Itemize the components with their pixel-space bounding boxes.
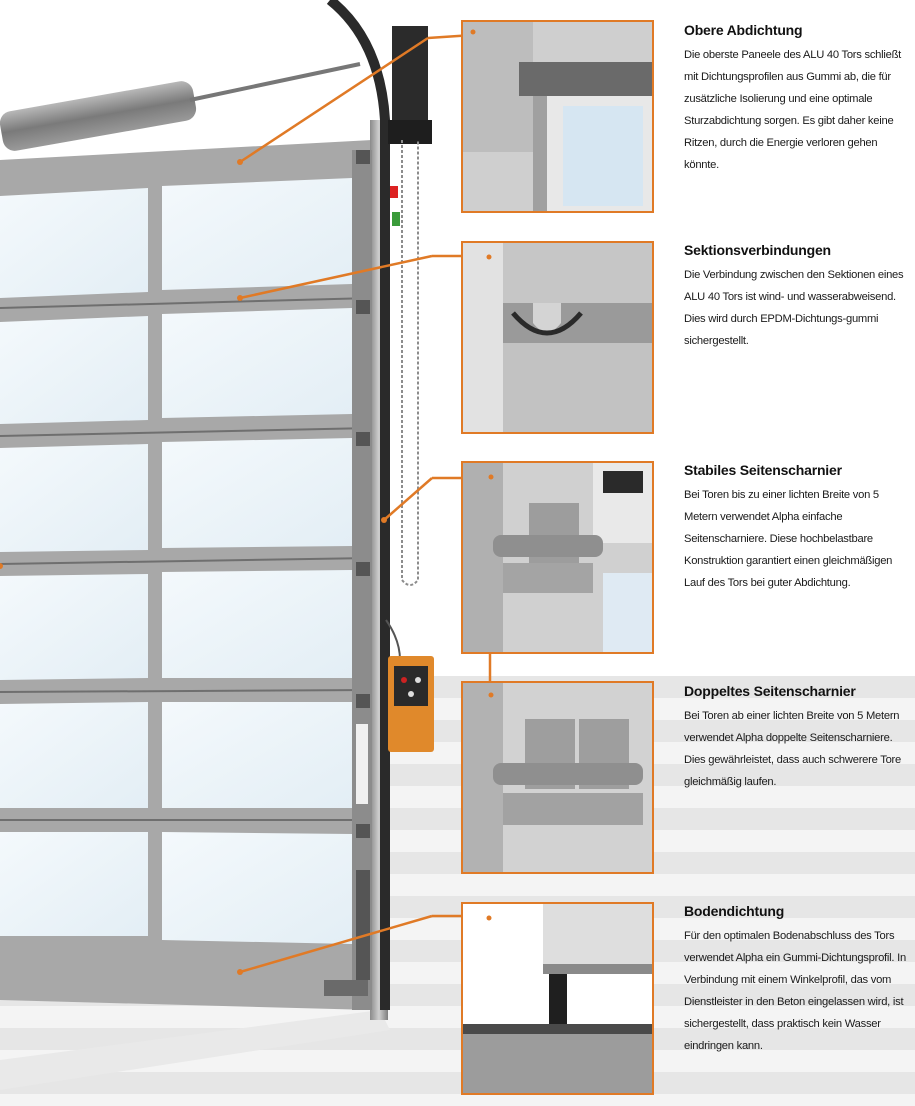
- detail-image-floor-seal: [461, 902, 654, 1095]
- section-text: Für den optimalen Bodenabschluss des Tors verwendet Alpha ein Gummi-Dichtungsprofil. In Verbindung mit einem Winkelprofil, das vom Dienstleister in den Beton eingelassen wird, ist sichergestellt, dass praktisch kein Wasser eindringen kann.: [684, 930, 906, 1052]
- section-double-hinge: [684, 683, 909, 793]
- section-top-seal: [684, 22, 909, 176]
- detail-image-double-hinge: [461, 681, 654, 874]
- section-title: Sektionsverbindungen: [684, 242, 831, 258]
- section-section-joints: [684, 242, 909, 352]
- detail-image-top-seal: [461, 20, 654, 213]
- section-title: Doppeltes Seitenscharnier: [684, 683, 856, 699]
- detail-image-section-joint: [461, 241, 654, 434]
- section-single-hinge: [684, 462, 909, 594]
- door-panels: [0, 140, 372, 1010]
- section-title: Bodendichtung: [684, 903, 785, 919]
- section-title: Stabiles Seitenscharnier: [684, 462, 842, 478]
- section-floor-seal: [684, 903, 909, 1057]
- section-text: Bei Toren ab einer lichten Breite von 5 Metern verwendet Alpha doppelte Seitenscharniere. Dies gewährleistet, dass auch schwerere Tore gleichmäßig laufen.: [684, 710, 902, 788]
- section-text: Die Verbindung zwischen den Sektionen eines ALU 40 Tors ist wind- und wasserabweisend. Dies wird durch EPDM-Dichtungs-gummi sichergestellt.: [684, 269, 904, 347]
- section-title: Obere Abdichtung: [684, 22, 803, 38]
- section-text: Bei Toren bis zu einer lichten Breite von 5 Metern verwendet Alpha einfache Seitenscharniere. Diese hochbelastbare Konstruktion garantiert einen gleichmäßigen Lauf des Tors bei guter Abdichtung.: [684, 489, 893, 589]
- section-text: Die oberste Paneele des ALU 40 Tors schließt mit Dichtungsprofilen aus Gummi ab, die für zusätzliche Isolierung und eine optimale Sturzabdichtung sorgen. Es gibt daher keine Ritzen, durch die Energie verloren gehen könnte.: [684, 49, 902, 171]
- detail-image-single-hinge: [461, 461, 654, 654]
